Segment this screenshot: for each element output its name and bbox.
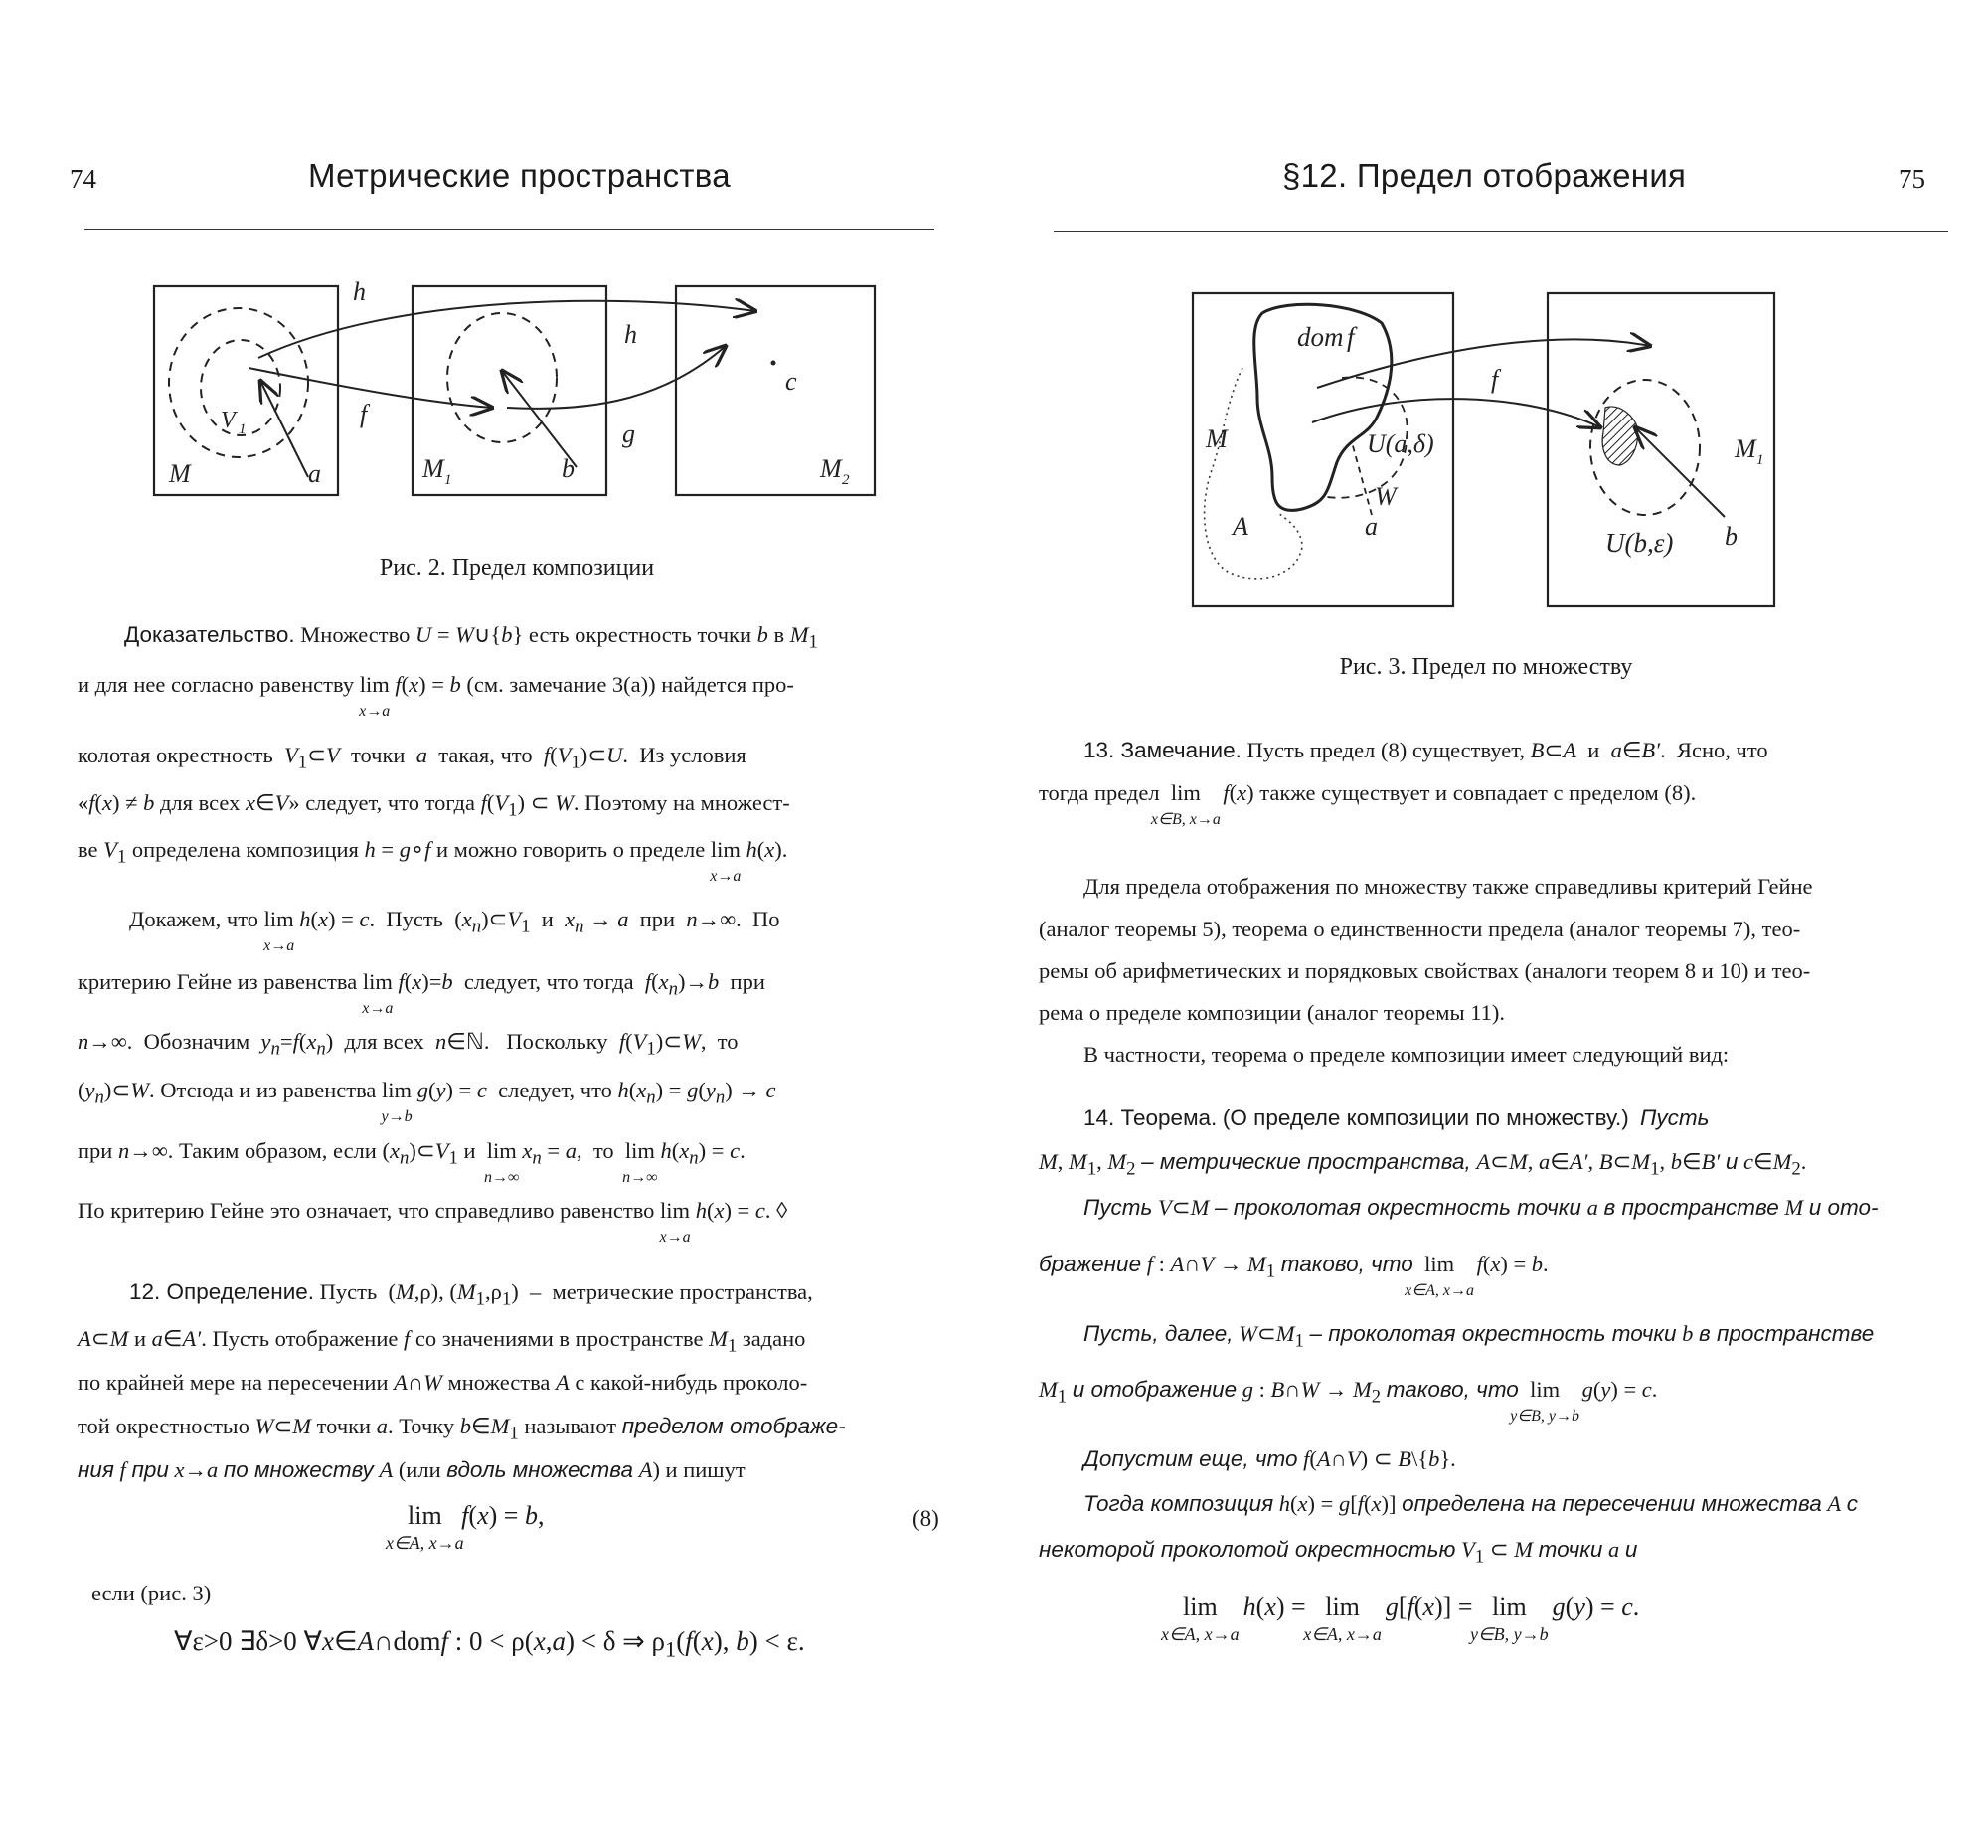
para2-line-4: $(y_n)\subset W$. Отсюда и из равенства lim y→b g(y) = c следует, что $h(x_n) = g(y_n) \to c$: [78, 1078, 776, 1125]
svg-text:1: 1: [1756, 452, 1764, 468]
figure-limit-over-set: [1188, 288, 1784, 621]
figure-2-caption: Рис. 2. Предел композиции: [379, 555, 655, 581]
theorem-line-8: Тогда композиция h(x) = g[f(x)] определена на пересечении множества A с: [1083, 1491, 1859, 1516]
label-a: a: [308, 459, 321, 488]
para-line-2: (аналог теоремы 5), теорема о единственности предела (аналог теоремы 7), тео-: [1039, 917, 1801, 941]
proof-line-2: и для нее согласно равенству lim x→a f(x) = b (см. замечание 3(а)) найдется про-: [78, 672, 794, 720]
svg-text:1: 1: [239, 421, 247, 437]
definition-line-2: A⊂M и a∈A′. Пусть отображение f со значениями в пространстве $M_1$ задано: [78, 1326, 806, 1357]
remark-line-2: тогда предел lim x∈B, x→a f(x) также существует и совпадает с пределом (8).: [1039, 780, 1697, 828]
label-b: b: [562, 454, 575, 483]
set-A-region: [1205, 368, 1302, 579]
para2-line-3: n→∞. Обозначим $y_n=f(x_n)$ для всех n∈ℕ. Поскольку $f(V_1)\subset W$, то: [78, 1029, 739, 1060]
theorem-line-5: Пусть, далее, $W\subset M_1$ – проколотая окрестность точки b в пространстве: [1083, 1321, 1875, 1352]
label-M: M: [1206, 424, 1228, 453]
epsilon-delta-condition: ∀ε>0 ∃δ>0 ∀x∈A∩domf : 0 < ρ(x,a) < δ ⇒ $\rho_1(f(x)$, b) < ε.: [174, 1626, 805, 1662]
label-g: g: [622, 420, 635, 448]
figure-composition-limit: [149, 278, 885, 512]
definition-line-5: ния f при x→a по множеству A (или вдоль множества A) и пишут: [78, 1457, 746, 1482]
label-f-arrow: f: [1491, 365, 1499, 394]
theorem-line-2: M, $M_1$, $M_2$ – метрические пространства, A⊂M, a∈A′, $B\subset M_1$, b∈B′ и $c\in M_2$.: [1039, 1149, 1807, 1180]
para2-line-2: критерию Гейне из равенства lim x→a f(x)=b следует, что тогда $f(x_n)\to b$ при: [78, 969, 765, 1017]
para-line-3: ремы об арифметических и порядковых свойствах (аналоги теорем 8 и 10) и тео-: [1039, 958, 1811, 983]
label-A: A: [1233, 512, 1248, 541]
para-line-1: Для предела отображения по множеству также справедливы критерий Гейне: [1083, 874, 1813, 899]
label-W: W: [1375, 482, 1397, 511]
label-c: c: [785, 367, 797, 396]
figure-2-diagram: [149, 278, 885, 507]
para2-line-6: По критерию Гейне это означает, что справедливо равенство lim x→a h(x) = c. ◊: [78, 1198, 788, 1246]
proof-line-1: Доказательство. Множество U = W∪{b} есть окрестность точки b в $M_1$: [124, 622, 818, 653]
para2-line-5: при n→∞. Таким образом, если $(x_n)\subset V_1$ и lim n→∞ $x_n = a$, то lim n→∞ $h(x_n) = c$.: [78, 1138, 746, 1186]
figure-3-diagram: [1188, 288, 1784, 616]
label-M: M: [169, 459, 191, 488]
running-header: Метрические пространства: [308, 157, 731, 194]
set-M2-box: [676, 286, 875, 495]
para2-line-1: Докажем, что lim x→a h(x) = c. Пусть $(x_n)\subset V_1$ и $x_n \to a$ при n→∞. По: [129, 907, 780, 954]
definition-line-4: той окрестностью W⊂M точки a. Точку $b\in M_1$ называют пределом отображе-: [78, 1414, 846, 1444]
definition-line-3: по крайней мере на пересечении A∩W множества A с какой-нибудь проколо-: [78, 1370, 808, 1395]
label-dom-f: f: [1347, 322, 1355, 352]
label-h-top: h: [353, 277, 366, 306]
svg-text:1: 1: [444, 472, 452, 488]
label-M1: M: [422, 454, 444, 483]
theorem-line-9: некоторой проколотой окрестностью $V_1$ ⊂ M точки a и: [1039, 1537, 1638, 1568]
label-M2: M: [820, 454, 842, 483]
label-V1: V: [221, 408, 236, 433]
label-h-mid: h: [624, 320, 637, 349]
label-M1: M: [1735, 434, 1756, 463]
page-number: 75: [1899, 164, 1925, 194]
label-U-b-eps: U(b,ε): [1605, 528, 1674, 558]
if-figure-ref: если (рис. 3): [91, 1581, 212, 1605]
header-rule: [84, 229, 934, 230]
theorem-line-1: 14. Теорема. (О пределе композиции по множеству.) Пусть: [1083, 1105, 1710, 1130]
proof-line-4: «f(x) ≠ b для всех x∈V» следует, что тогда $f(V_1)$ ⊂ W. Поэтому на множест-: [78, 790, 790, 821]
equation-number-8: (8): [912, 1506, 939, 1531]
header-rule: [1054, 231, 1948, 232]
right-page: [994, 0, 1988, 1848]
theorem-line-4: бражение f : A∩V → $M_1$ таково, что lim x∈A, x→a f(x) = b.: [1039, 1252, 1549, 1299]
para-line-4: рема о пределе композиции (аналог теоремы 11).: [1039, 1000, 1505, 1025]
composition-equation: lim x∈A, x→a h(x) = lim x∈A, x→a g[f(x)] = lim y∈B, y→b g(y) = c.: [1161, 1593, 1640, 1644]
label-f: f: [360, 400, 368, 428]
theorem-line-3: Пусть V⊂M – проколотая окрестность точки a в пространстве M и ото-: [1083, 1195, 1879, 1220]
definition-line-1: 12. Определение. Пусть (M,ρ), $(M_1,\rho_1)$ – метрические пространства,: [129, 1279, 813, 1310]
label-dom: dom: [1297, 322, 1344, 352]
proof-line-3: колотая окрестность $V_1\subset V$ точки a такая, что $f(V_1)\subset U$. Из условия: [78, 743, 746, 773]
para-line-5: В частности, теорема о пределе композиции имеет следующий вид:: [1083, 1042, 1730, 1067]
label-a: a: [1365, 512, 1378, 541]
theorem-line-6: $M_1$ и отображение g : B∩W → $M_2$ таково, что lim y∈B, y→b g(y) = c.: [1039, 1377, 1658, 1425]
svg-text:2: 2: [842, 472, 850, 488]
remark-line-1: 13. Замечание. Пусть предел (8) существует, B⊂A и a∈B′. Ясно, что: [1083, 738, 1768, 762]
label-U-a-delta: U(a,δ): [1367, 429, 1434, 458]
equation-8: lim x∈A, x→a f(x) = b,: [386, 1501, 545, 1553]
page-number: 74: [70, 164, 96, 194]
running-header: §12. Предел отображения: [1282, 157, 1687, 194]
theorem-line-7: Допустим еще, что f(A∩V) ⊂ B\{b}.: [1083, 1446, 1456, 1471]
figure-3-caption: Рис. 3. Предел по множеству: [1339, 654, 1633, 680]
label-b: b: [1725, 522, 1738, 551]
proof-line-5: ве $V_1$ определена композиция h = g∘f и можно говорить о пределе lim x→a h(x).: [78, 837, 788, 885]
